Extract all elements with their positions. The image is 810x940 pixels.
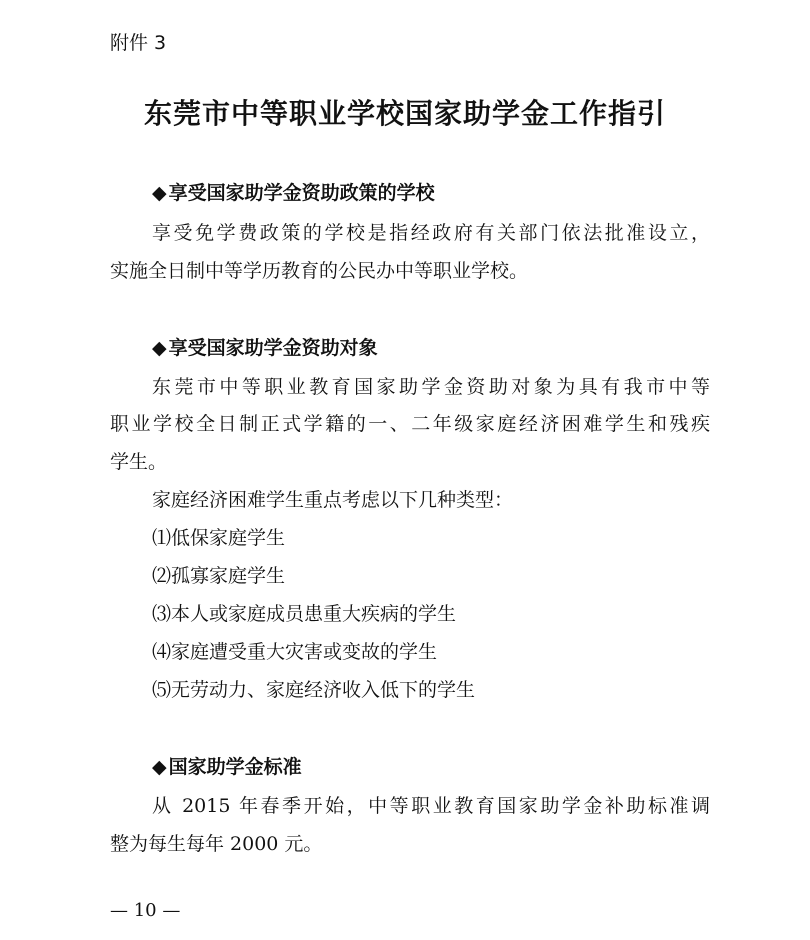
paragraph-line: 实施全日制中等学历教育的公民办中等职业学校。 (110, 260, 529, 282)
attachment-label: 附件 3 (110, 32, 167, 54)
diamond-bullet-icon: ◆ (152, 182, 167, 204)
page-number: — 10 — (110, 900, 181, 921)
section-heading-recipients (152, 333, 378, 360)
section-heading-text: 享受国家助学金资助对象 (168, 337, 378, 359)
document-title: 东莞市中等职业学校国家助学金工作指引 (143, 97, 666, 130)
paragraph-line: 整为每生每年 2000 元。 (110, 833, 323, 855)
section-heading-text: 享受国家助学金资助政策的学校 (168, 182, 435, 204)
list-item: ⑴低保家庭学生 (152, 527, 286, 549)
paragraph-line: 东莞市中等职业教育国家助学金资助对象为具有我市中等 (152, 376, 710, 398)
section-heading-standard (152, 752, 302, 779)
diamond-bullet-icon: ◆ (152, 756, 167, 778)
paragraph-line: 享受免学费政策的学校是指经政府有关部门依法批准设立， (152, 222, 710, 244)
paragraph-line: 家庭经济困难学生重点考虑以下几种类型： (152, 489, 514, 511)
list-item: ⑵孤寡家庭学生 (152, 565, 286, 587)
section-heading-text: 国家助学金标准 (168, 756, 302, 778)
paragraph-line: 职业学校全日制正式学籍的一、二年级家庭经济困难学生和残疾 (110, 413, 710, 435)
list-item: ⑷家庭遭受重大灾害或变故的学生 (152, 641, 438, 663)
list-item: ⑶本人或家庭成员患重大疾病的学生 (152, 603, 457, 625)
section-heading-schools (152, 178, 435, 205)
paragraph-line: 从 2015 年春季开始，中等职业教育国家助学金补助标准调 (152, 795, 710, 817)
diamond-bullet-icon: ◆ (152, 337, 167, 359)
paragraph-line: 学生。 (110, 451, 168, 473)
list-item: ⑸无劳动力、家庭经济收入低下的学生 (152, 679, 476, 701)
